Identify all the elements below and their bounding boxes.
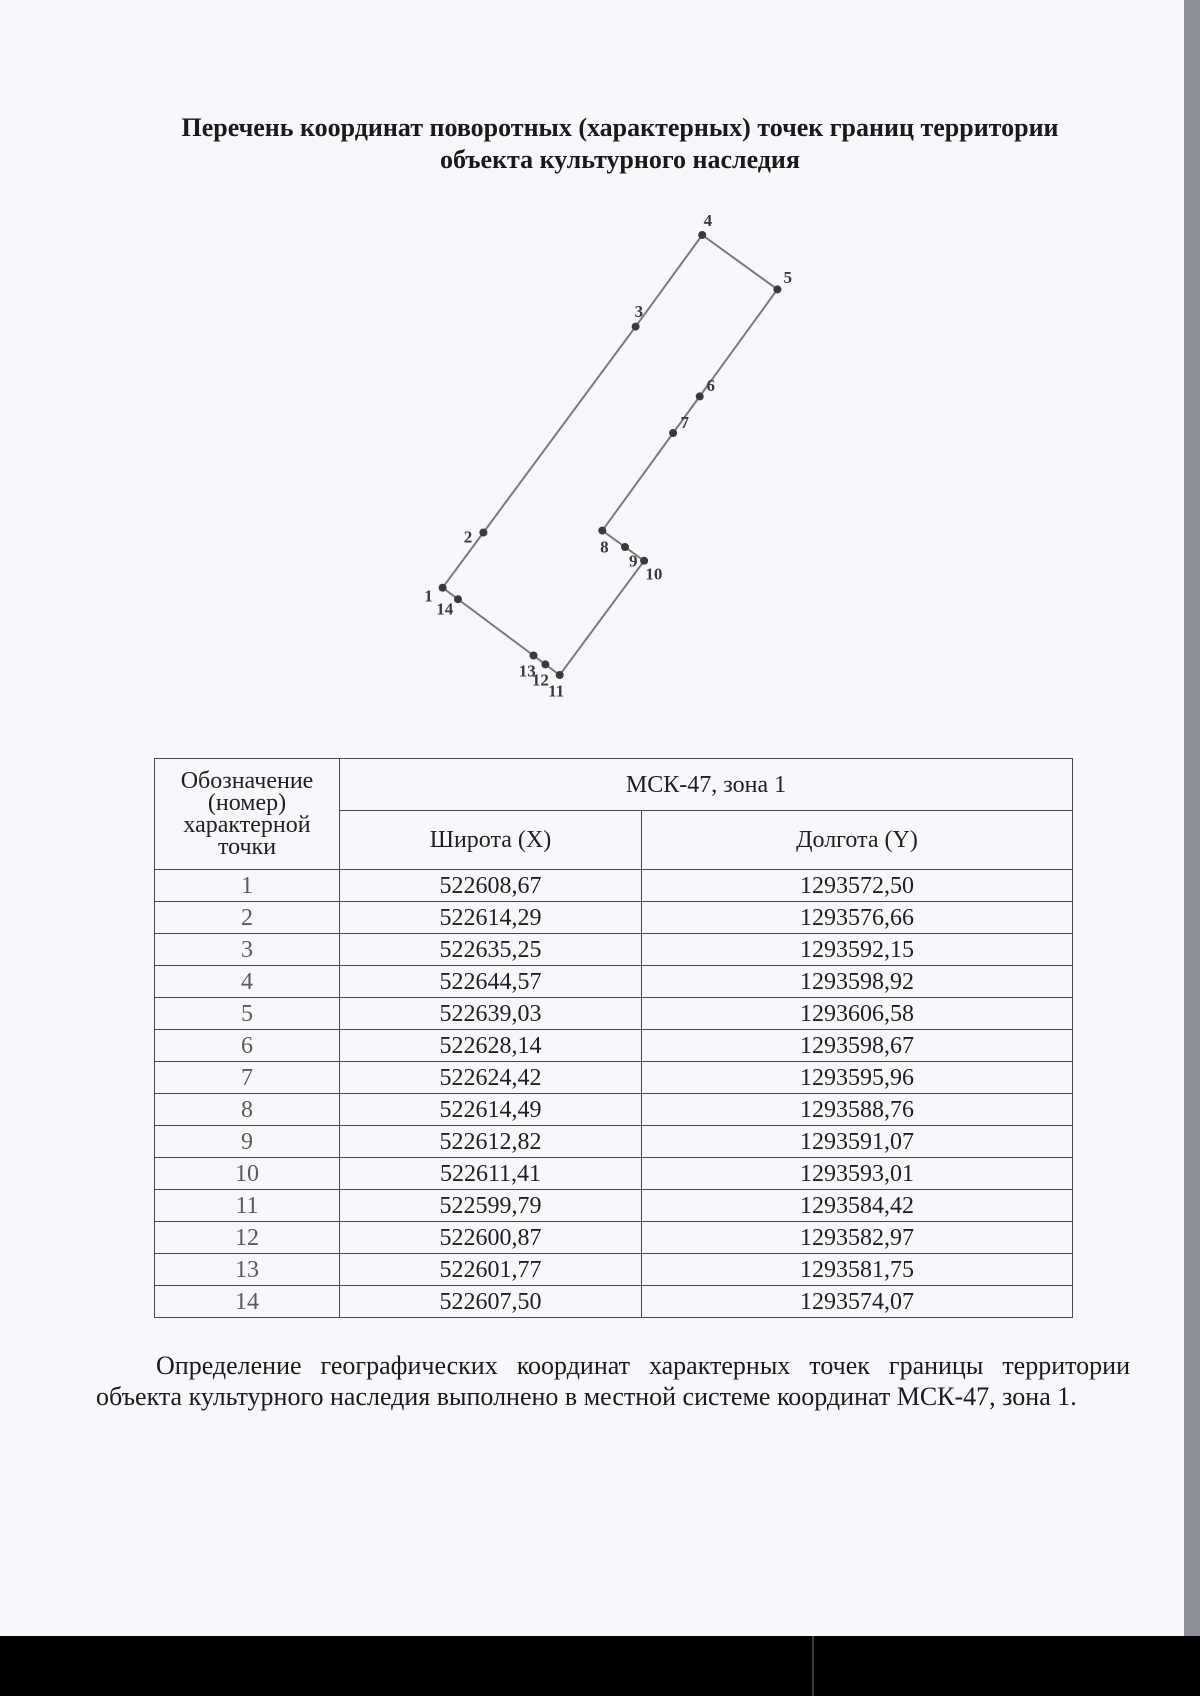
- longitude-cell: 1293588,76: [642, 1094, 1073, 1126]
- latitude-cell: 522599,79: [340, 1190, 642, 1222]
- table-row: [155, 1158, 1073, 1190]
- boundary-point-label: 9: [628, 551, 638, 571]
- boundary-point-8: [598, 527, 606, 535]
- table-row: [155, 1062, 1073, 1094]
- coordinate-system-header: МСК-47, зона 1: [340, 759, 1073, 811]
- point-number-cell: 14: [155, 1286, 340, 1318]
- boundary-point-label: 7: [680, 413, 690, 433]
- table-row: [155, 934, 1073, 966]
- point-number-cell: 8: [155, 1094, 340, 1126]
- boundary-point-4: [698, 231, 706, 239]
- point-number-cell: 1: [155, 870, 340, 902]
- scan-bottom-divider: [812, 1636, 814, 1696]
- table-row: [155, 902, 1073, 934]
- boundary-line: [443, 235, 778, 675]
- point-number-cell: 6: [155, 1030, 340, 1062]
- latitude-cell: 522612,82: [340, 1126, 642, 1158]
- longitude-cell: 1293593,01: [642, 1158, 1073, 1190]
- latitude-cell: 522614,29: [340, 902, 642, 934]
- boundary-point-label: 1: [424, 586, 433, 606]
- latitude-cell: 522611,41: [340, 1158, 642, 1190]
- boundary-point-5: [773, 285, 781, 293]
- table-row: [155, 998, 1073, 1030]
- longitude-cell: 1293576,66: [642, 902, 1073, 934]
- scan-edge-strip: [1184, 0, 1200, 1636]
- table-row: [155, 1222, 1073, 1254]
- point-number-cell: 4: [155, 966, 340, 998]
- latitude-cell: 522608,67: [340, 870, 642, 902]
- point-number-cell: 9: [155, 1126, 340, 1158]
- coordinates-table: [154, 758, 1073, 1318]
- document-title-line-2: объекта культурного наследия: [440, 145, 800, 174]
- latitude-cell: 522600,87: [340, 1222, 642, 1254]
- boundary-point-11: [556, 671, 564, 679]
- footnote-paragraph: Определение географических координат характерных точек границы территории объекта культурного наследия выполнено в местной системе координат МСК-47, зона 1.: [96, 1351, 1130, 1411]
- table-row: [155, 870, 1073, 902]
- boundary-point-label: 12: [531, 670, 549, 690]
- table-row: [155, 1030, 1073, 1062]
- longitude-cell: 1293592,15: [642, 934, 1073, 966]
- table-row: [155, 966, 1073, 998]
- boundary-point-label: 13: [518, 661, 536, 681]
- point-number-cell: 12: [155, 1222, 340, 1254]
- point-number-cell: 13: [155, 1254, 340, 1286]
- longitude-cell: 1293574,07: [642, 1286, 1073, 1318]
- boundary-point-label: 14: [436, 599, 454, 619]
- boundary-point-6: [696, 392, 704, 400]
- point-number-cell: 3: [155, 934, 340, 966]
- latitude-cell: 522614,49: [340, 1094, 642, 1126]
- document-title-line-1: Перечень координат поворотных (характерных) точек границ территории: [181, 113, 1059, 142]
- boundary-point-label: 2: [463, 527, 473, 547]
- point-number-cell: 11: [155, 1190, 340, 1222]
- boundary-point-label: 11: [548, 681, 565, 701]
- table-row: [155, 1190, 1073, 1222]
- scan-bottom-band: [0, 1636, 1200, 1696]
- boundary-point-label: 6: [706, 375, 715, 395]
- point-number-cell: 2: [155, 902, 340, 934]
- point-number-cell: 5: [155, 998, 340, 1030]
- point-number-cell: 10: [155, 1158, 340, 1190]
- boundary-point-9: [621, 543, 629, 551]
- latitude-cell: 522639,03: [340, 998, 642, 1030]
- table-row: [155, 1286, 1073, 1318]
- latitude-header: Широта (X): [340, 811, 642, 870]
- longitude-cell: 1293581,75: [642, 1254, 1073, 1286]
- longitude-cell: 1293582,97: [642, 1222, 1073, 1254]
- longitude-cell: 1293591,07: [642, 1126, 1073, 1158]
- latitude-cell: 522635,25: [340, 934, 642, 966]
- boundary-point-label: 5: [783, 268, 792, 288]
- boundary-point-14: [454, 595, 462, 603]
- longitude-cell: 1293584,42: [642, 1190, 1073, 1222]
- boundary-point-12: [541, 660, 549, 668]
- table-row: [155, 1254, 1073, 1286]
- boundary-point-1: [439, 584, 447, 592]
- latitude-cell: 522628,14: [340, 1030, 642, 1062]
- point-number-cell: 7: [155, 1062, 340, 1094]
- table-row: [155, 1094, 1073, 1126]
- point-number-header: Обозначение (номер) характерной точки: [155, 759, 340, 870]
- longitude-header: Долгота (Y): [642, 811, 1073, 870]
- boundary-point-13: [530, 652, 538, 660]
- table-row: [155, 1126, 1073, 1158]
- longitude-cell: 1293598,92: [642, 966, 1073, 998]
- longitude-cell: 1293598,67: [642, 1030, 1073, 1062]
- boundary-scheme: [380, 195, 840, 715]
- boundary-point-2: [479, 529, 487, 537]
- boundary-point-7: [669, 429, 677, 437]
- longitude-cell: 1293572,50: [642, 870, 1073, 902]
- latitude-cell: 522644,57: [340, 966, 642, 998]
- boundary-point-3: [632, 323, 640, 331]
- latitude-cell: 522607,50: [340, 1286, 642, 1318]
- boundary-point-label: 4: [703, 211, 713, 231]
- longitude-cell: 1293606,58: [642, 998, 1073, 1030]
- document-title: [100, 112, 1140, 176]
- boundary-point-label: 3: [634, 301, 644, 321]
- boundary-point-label: 8: [600, 537, 609, 557]
- boundary-point-label: 10: [645, 564, 663, 584]
- latitude-cell: 522601,77: [340, 1254, 642, 1286]
- latitude-cell: 522624,42: [340, 1062, 642, 1094]
- longitude-cell: 1293595,96: [642, 1062, 1073, 1094]
